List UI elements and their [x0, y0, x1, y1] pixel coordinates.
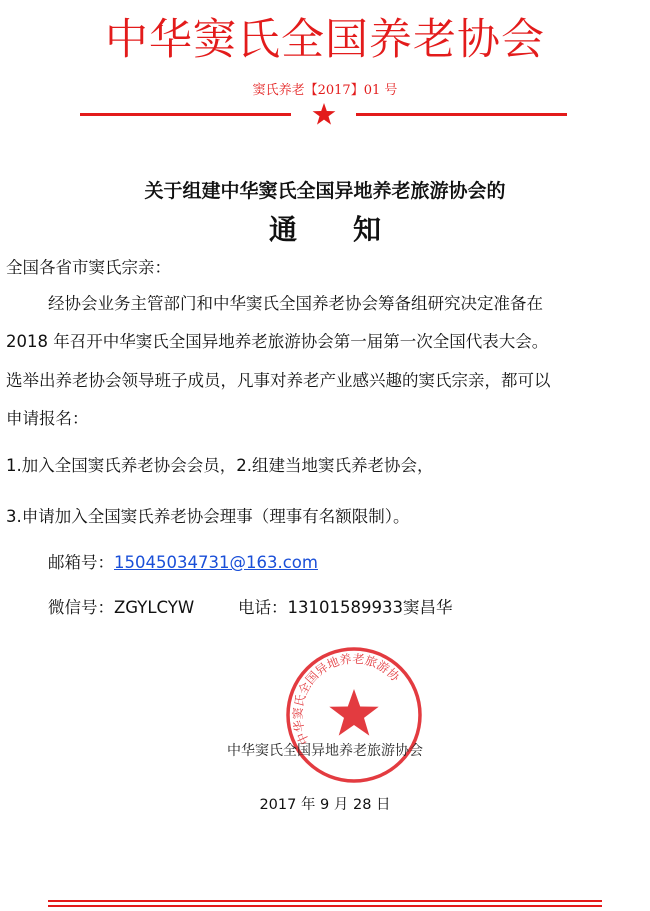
paragraph-line-3: 选举出养老协会领导班子成员，凡事对养老产业感兴趣的窦氏宗亲，都可以 — [6, 371, 551, 390]
wechat-id: ZGYLCYW — [114, 598, 195, 617]
list-item-2: 3.申请加入全国窦氏养老协会理事（理事有名额限制）。 — [6, 507, 410, 526]
signature-date: 2017 年 9 月 28 日 — [259, 797, 391, 813]
header-rule-left — [80, 113, 291, 116]
notice-title-char-2: 知 — [353, 213, 382, 246]
phone-number: 13101589933 — [287, 598, 403, 617]
salutation: 全国各省市窦氏宗亲： — [6, 258, 171, 277]
wechat-label: 微信号： — [48, 598, 114, 617]
list-item-1: 1.加入全国窦氏养老协会会员，2.组建当地窦氏养老协会， — [6, 456, 434, 475]
official-seal-stamp — [284, 645, 424, 785]
document-number: 窦氏养老【2017】01 号 — [252, 83, 398, 98]
paragraph-line-2: 2018 年召开中华窦氏全国异地养老旅游协会第一届第一次全国代表大会。 — [6, 332, 549, 351]
signature-organization: 中华窦氏全国异地养老旅游协会 — [227, 743, 423, 759]
red-star-icon — [312, 102, 336, 126]
notice-title-char-1: 通 — [268, 213, 297, 246]
footer-rule-top — [48, 900, 602, 902]
phone-label: 电话： — [238, 598, 288, 617]
email-row — [48, 555, 318, 572]
contact-person: 窦昌华 — [402, 598, 453, 617]
header-rule-right — [356, 113, 567, 116]
wechat-row — [48, 600, 194, 617]
letterhead-title: 中华窦氏全国养老协会 — [105, 15, 545, 65]
email-link[interactable]: 15045034731@163.com — [114, 553, 318, 572]
phone-row — [238, 600, 452, 617]
notice-title-line1: 关于组建中华窦氏全国异地养老旅游协会的 — [144, 180, 506, 202]
footer-rule-bottom — [48, 905, 602, 907]
paragraph-line-1: 经协会业务主管部门和中华窦氏全国养老协会筹备组研究决定准备在 — [48, 294, 543, 313]
notice-title-line2 — [0, 208, 650, 248]
email-label: 邮箱号： — [48, 553, 114, 572]
seal-text: 中华窦氏全国异地养老旅游协会 — [290, 651, 403, 747]
paragraph-line-4: 申请报名： — [6, 409, 89, 428]
